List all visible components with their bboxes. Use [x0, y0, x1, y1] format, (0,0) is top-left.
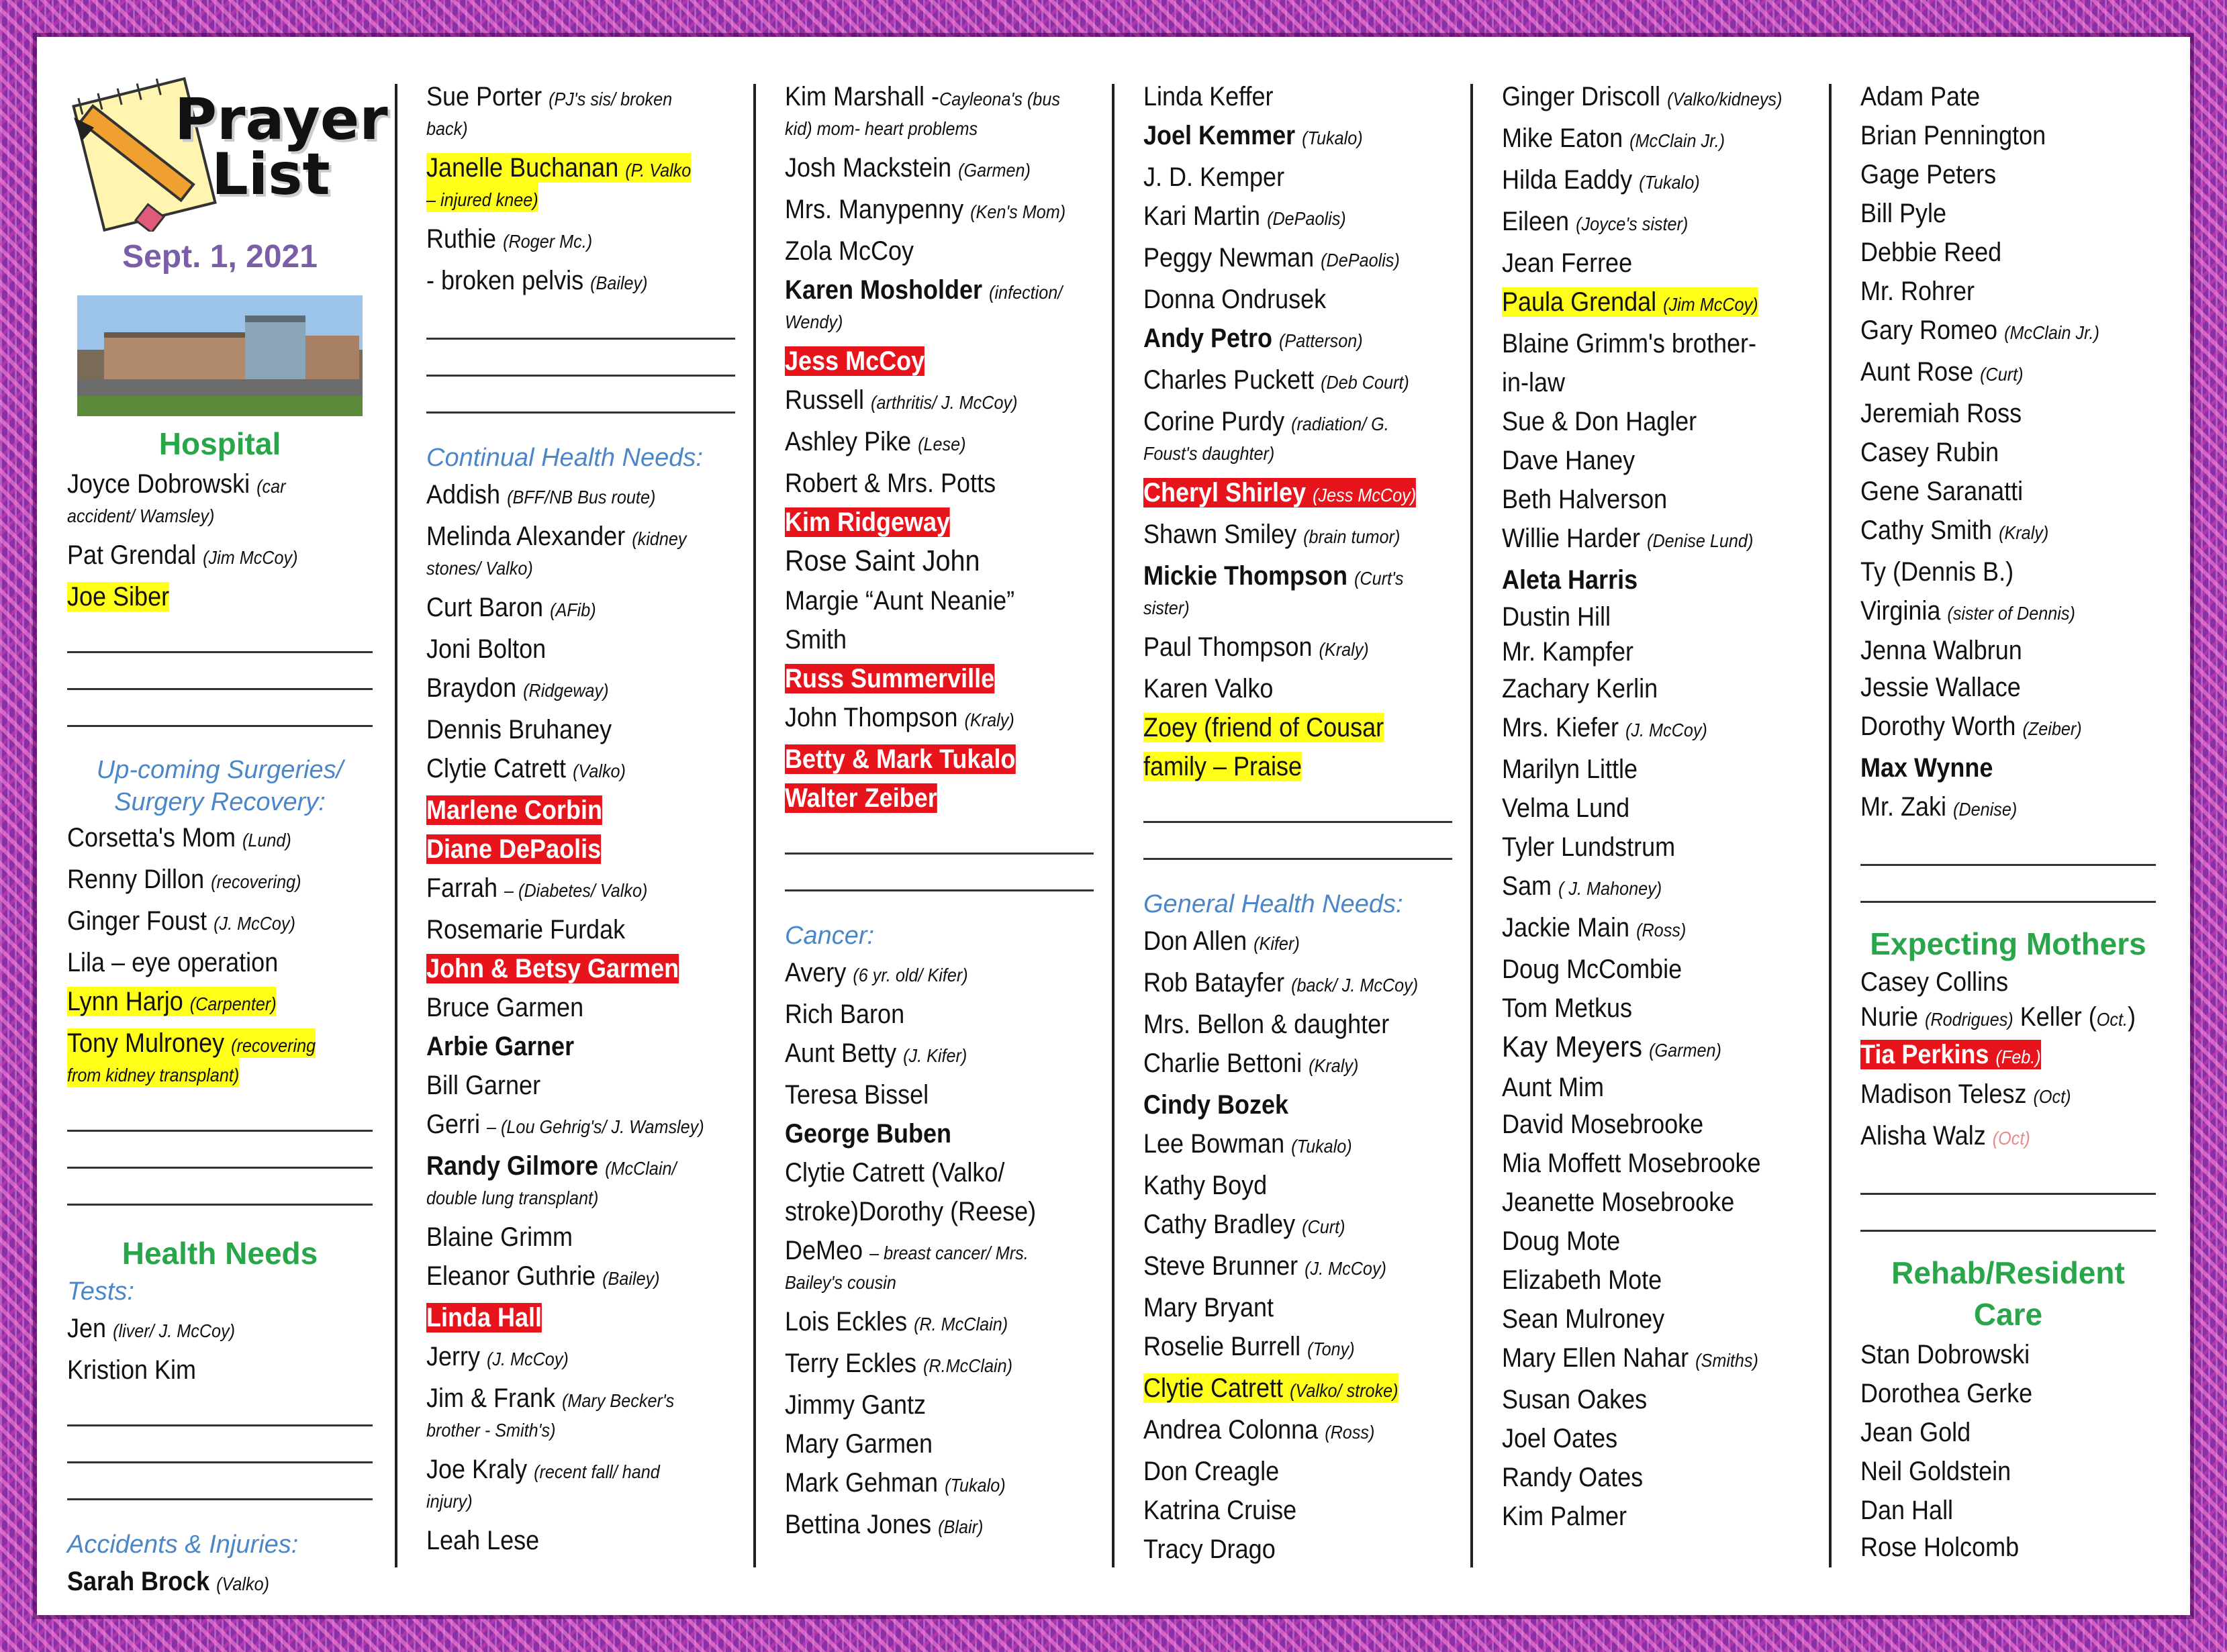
list-item: Kim Ridgeway	[785, 507, 951, 537]
list-item: Don Allen (Kifer)	[1143, 926, 1300, 956]
list-item: Bruce Garmen	[426, 993, 584, 1022]
list-item: Hilda Eaddy (Tukalo)	[1502, 165, 1700, 195]
list-item: Elizabeth Mote	[1502, 1265, 1662, 1295]
list-item: Bill Garner	[426, 1071, 541, 1100]
list-item: Mr. Kampfer	[1502, 637, 1634, 667]
list-item: Aunt Betty (J. Kifer)	[785, 1038, 967, 1068]
list-item: Jimmy Gantz	[785, 1390, 927, 1420]
blank-line	[426, 303, 735, 340]
list-item: Casey Collins	[1860, 967, 2009, 997]
list-item: Tia Perkins (Feb.)	[1860, 1040, 2041, 1069]
list-item: Aleta Harris	[1502, 565, 1638, 595]
list-item: Mrs. Manypenny (Ken's Mom)	[785, 195, 1066, 224]
list-item: Mia Moffett Mosebrooke	[1502, 1149, 1761, 1178]
list-item: Addish (BFF/NB Bus route)	[426, 480, 656, 509]
list-item: Max Wynne	[1860, 753, 1993, 783]
blank-line	[785, 855, 1094, 891]
list-item: Gene Saranatti	[1860, 477, 2024, 506]
list-item: Ginger Driscoll (Valko/kidneys)	[1502, 82, 1783, 111]
list-item: Dennis Bruhaney	[426, 715, 612, 744]
list-item: George Buben	[785, 1119, 952, 1149]
list-item: Dan Hall	[1860, 1496, 1954, 1525]
list-item: Jeremiah Ross	[1860, 399, 2022, 428]
tests-heading: Tests:	[67, 1277, 134, 1306]
list-item: Dorothy Worth (Zeiber)	[1860, 712, 2082, 741]
list-item: Tracy Drago	[1143, 1535, 1276, 1564]
list-item: Jessie Wallace	[1860, 673, 2021, 702]
list-item: Cathy Bradley (Curt)	[1143, 1210, 1345, 1239]
list-date: Sept. 1, 2021	[122, 239, 318, 275]
column-2	[426, 77, 735, 1560]
list-item: Linda Keffer	[1143, 82, 1274, 111]
list-item: Sarah Brock (Valko)	[67, 1567, 270, 1596]
list-item: Zachary Kerlin	[1502, 674, 1658, 703]
list-item: Braydon (Ridgeway)	[426, 673, 609, 703]
list-item: Margie “Aunt Neanie” Smith	[785, 586, 1015, 654]
list-item: Jean Ferree	[1502, 248, 1633, 278]
hospital-heading: Hospital	[158, 426, 281, 461]
list-item: Joe Kraly (recent fall/ hand injury)	[426, 1455, 660, 1512]
list-item: Kathy Boyd	[1143, 1171, 1268, 1200]
list-item: Marlene Corbin	[426, 795, 603, 825]
list-item: Joel Kemmer (Tukalo)	[1143, 121, 1363, 150]
list-item: Adam Pate	[1860, 82, 1981, 111]
list-item: Randy Oates	[1502, 1463, 1644, 1492]
health-needs-heading: Health Needs	[122, 1236, 318, 1271]
list-item: Jim & Frank (Mary Becker's brother - Smith's)	[426, 1383, 675, 1441]
list-item: Mr. Rohrer	[1860, 277, 1975, 306]
blank-line	[67, 1426, 373, 1463]
list-item: Gary Romeo (McClain Jr.)	[1860, 315, 2099, 345]
list-item: Dustin Hill	[1502, 602, 1611, 632]
list-item: Curt Baron (AFib)	[426, 593, 596, 622]
list-item: Lynn Harjo (Carpenter)	[67, 987, 277, 1016]
blank-line	[1860, 829, 2156, 866]
list-item: Clytie Catrett (Valko/ stroke)Dorothy (Reese)	[785, 1158, 1037, 1226]
blank-line	[67, 1463, 373, 1500]
list-item: Teresa Bissel	[785, 1080, 929, 1110]
list-item: Velma Lund	[1502, 793, 1630, 823]
list-item: Lila – eye operation	[67, 948, 279, 977]
list-item: Joe Siber	[67, 582, 170, 612]
list-item: Mark Gehman (Tukalo)	[785, 1468, 1006, 1498]
list-item: Marilyn Little	[1502, 755, 1638, 784]
list-item: Brian Pennington	[1860, 121, 2046, 150]
list-item: Clytie Catrett (Valko)	[426, 754, 626, 783]
list-item: John Thompson (Kraly)	[785, 703, 1014, 732]
blank-line	[67, 1132, 373, 1169]
expecting-mothers-heading: Expecting Mothers	[1870, 926, 2146, 961]
list-item: Bill Pyle	[1860, 199, 1947, 228]
column-5	[1502, 77, 1811, 1536]
list-item: Virginia (sister of Dennis)	[1860, 596, 2075, 626]
prayer-list-logo	[67, 77, 388, 232]
list-item: Kim Marshall -Cayleona's (bus kid) mom- heart problems	[785, 82, 1060, 139]
column-divider	[1829, 84, 1832, 1567]
list-item: Jeanette Mosebrooke	[1502, 1187, 1735, 1217]
list-item: Eileen (Joyce's sister)	[1502, 207, 1689, 236]
list-item: Stan Dobrowski	[1860, 1340, 2030, 1369]
blank-line	[67, 616, 373, 653]
list-item: - broken pelvis (Bailey)	[426, 266, 648, 295]
list-item: Linda Hall	[426, 1303, 542, 1332]
list-item: Joni Bolton	[426, 634, 547, 664]
blank-line	[1860, 1195, 2156, 1232]
list-item: Mrs. Kiefer (J. McCoy)	[1502, 713, 1707, 742]
list-item: Gerri – (Lou Gehrig's/ J. Wamsley)	[426, 1110, 704, 1139]
list-item: Jerry (J. McCoy)	[426, 1342, 569, 1371]
list-item: Jackie Main (Ross)	[1502, 913, 1687, 942]
list-item: J. D. Kemper	[1143, 162, 1285, 192]
list-item: Sue Porter (PJ's sis/ broken back)	[426, 82, 673, 139]
list-item: Sue & Don Hagler	[1502, 407, 1697, 436]
list-item: Beth Halverson	[1502, 485, 1668, 514]
list-item: David Mosebrooke	[1502, 1110, 1704, 1139]
list-item: Lois Eckles (R. McClain)	[785, 1307, 1008, 1337]
list-item: Ashley Pike (Lese)	[785, 427, 966, 456]
list-item: Bettina Jones (Blair)	[785, 1510, 984, 1539]
list-item: Joyce Dobrowski (car accident/ Wamsley)	[67, 469, 286, 526]
list-item: Dorothea Gerke	[1860, 1379, 2033, 1408]
list-item: Rose Holcomb	[1860, 1533, 2020, 1562]
logo-title	[175, 86, 388, 208]
column-divider	[753, 84, 756, 1567]
continual-health-heading: Continual Health Needs:	[426, 444, 703, 472]
list-item: Janelle Buchanan (P. Valko – injured knee)	[426, 148, 704, 220]
hospital-photo	[77, 295, 363, 416]
list-item: Susan Oakes	[1502, 1385, 1648, 1414]
list-item: Neil Goldstein	[1860, 1457, 2011, 1486]
list-item: Betty & Mark Tukalo	[785, 744, 1016, 774]
list-item: Eleanor Guthrie (Bailey)	[426, 1261, 660, 1291]
list-item: Tony Mulroney (recovering from kidney transplant)	[67, 1024, 342, 1095]
list-item: Kari Martin (DePaolis)	[1143, 201, 1346, 231]
logo-title-line1: Prayer	[175, 86, 388, 153]
list-item: Aunt Rose (Curt)	[1860, 357, 2024, 387]
list-item: Cindy Bozek	[1143, 1090, 1289, 1120]
list-item: Pat Grendal (Jim McCoy)	[67, 540, 298, 570]
list-item: Avery (6 yr. old/ Kifer)	[785, 958, 968, 987]
list-item: Rob Batayfer (back/ J. McCoy)	[1143, 968, 1419, 998]
list-item: Robert & Mrs. Potts	[785, 469, 996, 498]
list-item: Sam ( J. Mahoney)	[1502, 871, 1662, 901]
list-item: Dave Haney	[1502, 446, 1636, 475]
rehab-heading: Rehab/Resident Care	[1891, 1255, 2125, 1332]
blank-line	[1860, 1158, 2156, 1195]
list-item: Terry Eckles (R.McClain)	[785, 1349, 1013, 1378]
list-item: Doug Mote	[1502, 1226, 1621, 1256]
cancer-heading: Cancer:	[785, 922, 875, 950]
list-item: Zoey (friend of Cousar family – Praise	[1143, 713, 1384, 781]
list-item: DeMeo – breast cancer/ Mrs. Bailey's cousin	[785, 1236, 1029, 1293]
list-item: Melinda Alexander (kidney stones/ Valko)	[426, 522, 687, 579]
prayer-list-page	[37, 37, 2190, 1615]
blank-line	[67, 1095, 373, 1132]
list-item: Jenna Walbrun	[1860, 636, 2022, 665]
blank-line	[785, 818, 1094, 855]
list-item: Karen Mosholder (infection/ Wendy)	[785, 275, 1063, 332]
blank-line	[426, 377, 735, 414]
list-item: Doug McCombie	[1502, 955, 1683, 984]
list-item: Paula Grendal (Jim McCoy)	[1502, 287, 1758, 317]
column-divider	[1470, 84, 1473, 1567]
list-item: Joel Oates	[1502, 1424, 1618, 1453]
list-item: Alisha Walz (Oct)	[1860, 1121, 2030, 1151]
list-item: Zola McCoy	[785, 236, 914, 266]
list-item: Kristion Kim	[67, 1355, 197, 1385]
blank-line	[67, 1390, 373, 1426]
blank-line	[67, 690, 373, 727]
list-item: Ruthie (Roger Mc.)	[426, 224, 593, 254]
list-item: Sean Mulroney	[1502, 1304, 1665, 1334]
list-item: Tyler Lundstrum	[1502, 832, 1676, 862]
list-item: Cathy Smith (Kraly)	[1860, 516, 2049, 545]
surgery-heading-line1: Up-coming Surgeries/	[96, 756, 344, 784]
column-divider	[1112, 84, 1115, 1567]
list-item: Shawn Smiley (brain tumor)	[1143, 520, 1401, 549]
list-item: Don Creagle	[1143, 1457, 1280, 1486]
list-item: Debbie Reed	[1860, 238, 2002, 267]
list-item: Diane DePaolis	[426, 834, 602, 864]
list-item: Russell (arthritis/ J. McCoy)	[785, 385, 1018, 415]
list-item: Rich Baron	[785, 1000, 905, 1029]
list-item: Charles Puckett (Deb Court)	[1143, 365, 1409, 395]
list-item: Mike Eaton (McClain Jr.)	[1502, 124, 1725, 153]
general-health-heading: General Health Needs:	[1143, 890, 1403, 918]
list-item: Cheryl Shirley (Jess McCoy)	[1143, 478, 1417, 507]
blank-line	[1143, 823, 1452, 860]
list-item: Mary Ellen Nahar (Smiths)	[1502, 1343, 1758, 1373]
list-item: Jess McCoy	[785, 346, 925, 376]
list-item: Corine Purdy (radiation/ G. Foust's daughter)	[1143, 407, 1389, 464]
list-item: Kay Meyers (Garmen)	[1502, 1030, 1721, 1063]
list-item: Leah Lese	[426, 1526, 540, 1555]
list-item: Walter Zeiber	[785, 783, 937, 813]
column-4	[1143, 77, 1452, 1569]
list-item: Katrina Cruise	[1143, 1496, 1297, 1525]
list-item: Arbie Garner	[426, 1032, 575, 1061]
list-item: Ty (Dennis B.)	[1860, 557, 2014, 587]
blank-line	[1143, 786, 1452, 823]
list-item: Josh Mackstein (Garmen)	[785, 153, 1031, 183]
column-1	[67, 77, 388, 1604]
surgery-heading-line2: Surgery Recovery:	[114, 788, 326, 816]
list-item: Farrah – (Diabetes/ Valko)	[426, 873, 648, 903]
list-item: Andy Petro (Patterson)	[1143, 324, 1363, 353]
list-item: Tom Metkus	[1502, 993, 1633, 1023]
list-item: Charlie Bettoni (Kraly)	[1143, 1049, 1359, 1078]
list-item: Lee Bowman (Tukalo)	[1143, 1129, 1352, 1159]
list-item: Donna Ondrusek	[1143, 285, 1327, 314]
list-item: Roselie Burrell (Tony)	[1143, 1332, 1355, 1361]
column-divider	[395, 84, 397, 1567]
list-item: Paul Thompson (Kraly)	[1143, 632, 1369, 662]
logo-title-line2: List	[211, 141, 330, 208]
list-item: Randy Gilmore (McClain/ double lung transplant)	[426, 1151, 677, 1208]
column-6	[1860, 77, 2156, 1565]
list-item: Mickie Thompson (Curt's sister)	[1143, 561, 1404, 618]
list-item: Casey Rubin	[1860, 438, 1999, 467]
list-item: Corsetta's Mom (Lund)	[67, 823, 291, 853]
list-item: Mary Garmen	[785, 1429, 933, 1459]
list-item: Rosemarie Furdak	[426, 915, 626, 944]
list-item: Russ Summerville	[785, 664, 995, 693]
column-3	[785, 77, 1094, 1547]
list-item: Blaine Grimm	[426, 1222, 573, 1252]
blank-line	[67, 653, 373, 690]
list-item: Renny Dillon (recovering)	[67, 865, 301, 894]
list-item: Nurie (Rodrigues) Keller (Oct.)	[1860, 1002, 2136, 1032]
list-item: Rose Saint John	[785, 544, 980, 577]
list-item: Steve Brunner (J. McCoy)	[1143, 1251, 1386, 1281]
list-item: Andrea Colonna (Ross)	[1143, 1415, 1375, 1445]
list-item: Mr. Zaki (Denise)	[1860, 792, 2018, 822]
list-item: Gage Peters	[1860, 160, 1997, 189]
list-item: Kim Palmer	[1502, 1502, 1627, 1531]
list-item: Clytie Catrett (Valko/ stroke)	[1143, 1373, 1399, 1403]
list-item: John & Betsy Garmen	[426, 954, 679, 983]
list-item: Aunt Mim	[1502, 1073, 1605, 1102]
list-item: Willie Harder (Denise Lund)	[1502, 524, 1754, 553]
list-item: Peggy Newman (DePaolis)	[1143, 243, 1400, 273]
list-item: Jen (liver/ J. McCoy)	[67, 1314, 236, 1343]
list-item: Mary Bryant	[1143, 1293, 1274, 1322]
blank-line	[426, 340, 735, 377]
blank-line	[67, 1169, 373, 1206]
list-item: Blaine Grimm's brother-in-law	[1502, 329, 1756, 397]
list-item: Madison Telesz (Oct)	[1860, 1079, 2071, 1109]
list-item: Mrs. Bellon & daughter	[1143, 1010, 1390, 1039]
list-item: Ginger Foust (J. McCoy)	[67, 906, 295, 936]
list-item: Karen Valko	[1143, 674, 1274, 703]
list-item: Jean Gold	[1860, 1418, 1971, 1447]
accidents-heading: Accidents & Injuries:	[67, 1530, 299, 1559]
blank-line	[1860, 866, 2156, 903]
